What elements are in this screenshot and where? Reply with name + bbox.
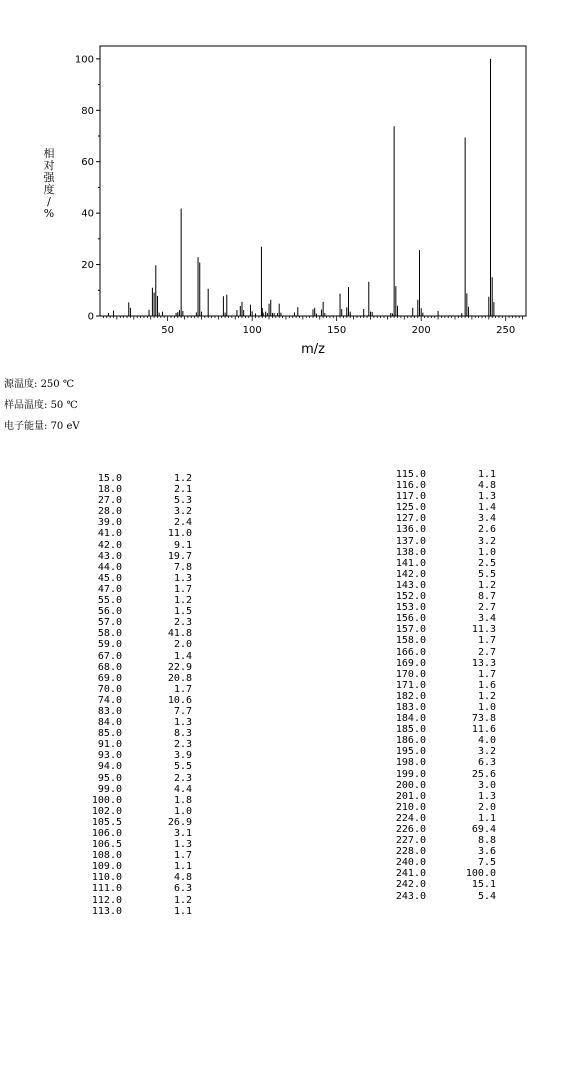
- mz-value: 240.0: [395, 857, 426, 869]
- mass-spectrum-chart: [0, 0, 570, 360]
- table-row: [70, 706, 192, 717]
- abundance-value: 4.0: [477, 735, 496, 747]
- abundance-value: 20.8: [167, 672, 192, 684]
- table-row: [70, 617, 192, 628]
- abundance-value: 2.5: [477, 557, 496, 569]
- mz-value: 226.0: [395, 824, 426, 835]
- mz-value: 28.0: [97, 506, 122, 518]
- y-axis-label-char: 对: [43, 159, 55, 172]
- abundance-value: 1.5: [173, 606, 192, 618]
- abundance-value: 1.4: [173, 650, 192, 662]
- source-temperature: [4, 374, 80, 395]
- table-row: [374, 580, 496, 591]
- abundance-value: 9.1: [173, 539, 192, 551]
- table-row: [374, 813, 496, 824]
- abundance-value: 4.8: [477, 480, 496, 492]
- y-axis-label-char: /: [47, 195, 51, 208]
- mz-value: 198.0: [395, 757, 426, 769]
- mz-value: 112.0: [91, 894, 122, 906]
- table-row: [70, 717, 192, 728]
- mz-value: 186.0: [395, 735, 426, 747]
- mz-value: 110.0: [91, 872, 122, 884]
- abundance-value: 1.4: [477, 502, 496, 514]
- table-row: [374, 846, 496, 857]
- mz-value: 108.0: [91, 850, 122, 862]
- table-row: [374, 558, 496, 569]
- table-row: [374, 635, 496, 646]
- table-row: [70, 817, 192, 828]
- mz-value: 27.0: [97, 495, 122, 507]
- table-row: [374, 591, 496, 602]
- abundance-value: 1.0: [477, 546, 496, 558]
- mz-value: 59.0: [97, 639, 122, 651]
- mz-value: 84.0: [97, 717, 122, 729]
- mz-value: 241.0: [395, 868, 426, 880]
- mz-value: 94.0: [97, 761, 122, 773]
- table-row: [374, 868, 496, 879]
- mz-value: 183.0: [395, 701, 426, 713]
- mz-value: 15.0: [97, 473, 122, 484]
- table-row: [374, 502, 496, 513]
- mz-value: 113.0: [91, 905, 122, 917]
- y-axis-label-char: 相: [43, 147, 55, 160]
- abundance-value: 1.0: [173, 805, 192, 817]
- abundance-value: 7.8: [173, 561, 192, 573]
- table-row: [70, 673, 192, 684]
- abundance-value: 69.4: [471, 824, 496, 835]
- abundance-value: 4.8: [173, 872, 192, 884]
- mz-value: 99.0: [97, 783, 122, 795]
- table-row: [70, 495, 192, 506]
- x-tick-label: 100: [242, 325, 262, 336]
- abundance-value: 3.1: [173, 828, 192, 839]
- mz-value: 85.0: [97, 728, 122, 740]
- abundance-value: 2.3: [173, 617, 192, 629]
- abundance-value: 3.2: [477, 535, 496, 547]
- x-tick-label: 200: [411, 325, 431, 336]
- mz-value: 153.0: [395, 602, 426, 614]
- table-row: [374, 480, 496, 491]
- abundance-value: 7.7: [173, 705, 192, 717]
- x-tick-label: 250: [496, 325, 516, 336]
- table-row: [70, 595, 192, 606]
- abundance-value: 6.3: [173, 883, 192, 895]
- peak-table-left: [70, 473, 192, 917]
- abundance-value: 3.0: [477, 779, 496, 791]
- mz-value: 169.0: [395, 657, 426, 669]
- abundance-value: 26.9: [167, 816, 192, 828]
- mz-value: 56.0: [97, 606, 122, 618]
- table-row: [374, 746, 496, 757]
- mz-value: 158.0: [395, 635, 426, 647]
- abundance-value: 3.4: [477, 513, 496, 525]
- abundance-value: 1.3: [173, 839, 192, 851]
- abundance-value: 19.7: [167, 550, 192, 562]
- table-row: [70, 739, 192, 750]
- y-axis-label-char: 度: [43, 183, 55, 196]
- mz-value: 228.0: [395, 846, 426, 858]
- mz-value: 166.0: [395, 646, 426, 658]
- table-row: [70, 573, 192, 584]
- abundance-value: 7.5: [477, 857, 496, 869]
- table-row: [70, 872, 192, 883]
- abundance-value: 1.7: [173, 683, 192, 695]
- x-axis-label: m/z: [301, 342, 325, 357]
- table-row: [374, 524, 496, 535]
- mz-value: 18.0: [97, 484, 122, 496]
- electron-energy: [4, 416, 80, 437]
- table-row: [70, 895, 192, 906]
- mz-value: 68.0: [97, 661, 122, 673]
- table-row: [70, 684, 192, 695]
- peak-table-right: [374, 469, 496, 902]
- acquisition-conditions: [4, 374, 80, 437]
- abundance-value: 11.3: [471, 624, 496, 636]
- table-row: [70, 861, 192, 872]
- table-row: [70, 773, 192, 784]
- mz-value: 143.0: [395, 579, 426, 591]
- mz-value: 171.0: [395, 679, 426, 691]
- abundance-value: 5.4: [477, 890, 496, 902]
- table-row: [374, 569, 496, 580]
- mz-value: 57.0: [97, 617, 122, 629]
- table-row: [374, 735, 496, 746]
- table-row: [374, 769, 496, 780]
- abundance-value: 13.3: [471, 657, 496, 669]
- mz-value: 70.0: [97, 683, 122, 695]
- mz-value: 152.0: [395, 591, 426, 603]
- mz-value: 44.0: [97, 561, 122, 573]
- sample-temperature-label: 样品温度:: [4, 400, 48, 411]
- table-row: [374, 658, 496, 669]
- abundance-value: 1.2: [173, 473, 192, 484]
- mz-value: 127.0: [395, 513, 426, 525]
- mz-value: 105.5: [91, 816, 122, 828]
- abundance-value: 2.3: [173, 739, 192, 751]
- y-tick-label: 100: [74, 54, 94, 66]
- table-row: [70, 606, 192, 617]
- table-row: [70, 750, 192, 761]
- table-row: [374, 669, 496, 680]
- table-row: [374, 879, 496, 890]
- x-tick-label: 150: [327, 325, 347, 336]
- abundance-value: 4.4: [173, 783, 192, 795]
- table-row: [70, 473, 192, 484]
- abundance-value: 1.7: [477, 635, 496, 647]
- mz-value: 156.0: [395, 613, 426, 625]
- table-row: [70, 850, 192, 861]
- mz-value: 109.0: [91, 861, 122, 873]
- table-row: [374, 835, 496, 846]
- abundance-value: 1.7: [173, 583, 192, 595]
- table-row: [70, 528, 192, 539]
- mz-value: 242.0: [395, 879, 426, 891]
- mz-value: 224.0: [395, 812, 426, 824]
- mz-value: 116.0: [395, 480, 426, 492]
- abundance-value: 1.1: [173, 905, 192, 917]
- table-row: [374, 613, 496, 624]
- mz-value: 125.0: [395, 502, 426, 514]
- abundance-value: 2.7: [477, 646, 496, 658]
- mz-value: 74.0: [97, 694, 122, 706]
- table-row: [374, 857, 496, 868]
- abundance-value: 6.3: [477, 757, 496, 769]
- table-row: [374, 802, 496, 813]
- table-row: [374, 602, 496, 613]
- mz-value: 106.5: [91, 839, 122, 851]
- y-tick-label: 20: [81, 260, 94, 272]
- mz-value: 83.0: [97, 705, 122, 717]
- mz-value: 67.0: [97, 650, 122, 662]
- mz-value: 111.0: [91, 883, 122, 895]
- source-temperature-value: 250 ℃: [40, 379, 75, 390]
- table-row: [70, 639, 192, 650]
- table-row: [374, 624, 496, 635]
- mz-value: 102.0: [91, 805, 122, 817]
- mz-value: 93.0: [97, 750, 122, 762]
- abundance-value: 1.2: [173, 595, 192, 607]
- table-row: [70, 806, 192, 817]
- table-row: [70, 584, 192, 595]
- abundance-value: 1.2: [173, 894, 192, 906]
- abundance-value: 1.3: [173, 572, 192, 584]
- abundance-value: 3.2: [477, 746, 496, 758]
- plot-frame: [100, 46, 526, 316]
- abundance-value: 1.3: [173, 717, 192, 729]
- mz-value: 45.0: [97, 572, 122, 584]
- abundance-value: 8.7: [477, 591, 496, 603]
- table-row: [70, 628, 192, 639]
- table-row: [374, 536, 496, 547]
- table-row: [70, 906, 192, 917]
- table-row: [70, 651, 192, 662]
- mz-value: 182.0: [395, 690, 426, 702]
- mz-value: 55.0: [97, 595, 122, 607]
- mz-value: 227.0: [395, 835, 426, 847]
- abundance-value: 11.0: [167, 528, 192, 540]
- abundance-value: 2.0: [477, 801, 496, 813]
- table-row: [70, 784, 192, 795]
- table-row: [374, 791, 496, 802]
- mz-value: 184.0: [395, 713, 426, 725]
- table-row: [374, 780, 496, 791]
- abundance-value: 22.9: [167, 661, 192, 673]
- table-row: [70, 795, 192, 806]
- abundance-value: 2.6: [477, 524, 496, 536]
- table-row: [70, 562, 192, 573]
- table-row: [374, 713, 496, 724]
- abundance-value: 5.5: [477, 568, 496, 580]
- abundance-value: 1.3: [477, 491, 496, 503]
- table-row: [70, 695, 192, 706]
- mz-value: 58.0: [97, 628, 122, 640]
- mz-value: 185.0: [395, 724, 426, 736]
- y-tick-label: 80: [81, 105, 94, 117]
- abundance-value: 1.6: [477, 679, 496, 691]
- x-tick-label: 50: [161, 325, 174, 336]
- table-row: [70, 761, 192, 772]
- mz-value: 243.0: [395, 890, 426, 902]
- mz-value: 39.0: [97, 517, 122, 529]
- abundance-value: 2.1: [173, 484, 192, 496]
- electron-energy-label: 电子能量:: [4, 421, 48, 432]
- table-row: [70, 551, 192, 562]
- electron-energy-value: 70 eV: [50, 421, 80, 432]
- table-row: [374, 724, 496, 735]
- abundance-value: 1.1: [173, 861, 192, 873]
- sample-temperature-value: 50 ℃: [50, 400, 78, 411]
- abundance-value: 5.5: [173, 761, 192, 773]
- abundance-value: 2.7: [477, 602, 496, 614]
- table-row: [374, 702, 496, 713]
- abundance-value: 1.1: [477, 469, 496, 480]
- source-temperature-label: 源温度:: [4, 379, 38, 390]
- y-axis-label-char: %: [43, 207, 55, 220]
- y-axis-label: [44, 146, 56, 220]
- abundance-value: 10.6: [167, 694, 192, 706]
- table-row: [70, 540, 192, 551]
- mz-value: 195.0: [395, 746, 426, 758]
- table-row: [374, 824, 496, 835]
- abundance-value: 1.8: [173, 794, 192, 806]
- abundance-value: 3.4: [477, 613, 496, 625]
- sample-temperature: [4, 395, 80, 416]
- mz-value: 170.0: [395, 668, 426, 680]
- y-tick-label: 0: [87, 311, 94, 323]
- abundance-value: 1.0: [477, 701, 496, 713]
- mz-value: 157.0: [395, 624, 426, 636]
- table-row: [374, 680, 496, 691]
- mz-value: 91.0: [97, 739, 122, 751]
- abundance-value: 1.7: [173, 850, 192, 862]
- mz-value: 136.0: [395, 524, 426, 536]
- mz-value: 141.0: [395, 557, 426, 569]
- mz-value: 117.0: [395, 491, 426, 503]
- abundance-value: 1.7: [477, 668, 496, 680]
- mz-value: 41.0: [97, 528, 122, 540]
- abundance-value: 1.2: [477, 690, 496, 702]
- mz-value: 95.0: [97, 772, 122, 784]
- abundance-value: 8.3: [173, 728, 192, 740]
- abundance-value: 1.1: [477, 812, 496, 824]
- mz-value: 201.0: [395, 790, 426, 802]
- table-row: [374, 891, 496, 902]
- table-row: [374, 491, 496, 502]
- mz-value: 100.0: [91, 794, 122, 806]
- abundance-value: 3.2: [173, 506, 192, 518]
- abundance-value: 1.2: [477, 579, 496, 591]
- mz-value: 142.0: [395, 568, 426, 580]
- table-row: [70, 728, 192, 739]
- table-row: [70, 517, 192, 528]
- mz-value: 138.0: [395, 546, 426, 558]
- abundance-value: 1.3: [477, 790, 496, 802]
- abundance-value: 8.8: [477, 835, 496, 847]
- abundance-value: 100.0: [465, 868, 496, 880]
- table-row: [70, 828, 192, 839]
- table-row: [374, 691, 496, 702]
- table-row: [70, 883, 192, 894]
- abundance-value: 11.6: [471, 724, 496, 736]
- abundance-value: 3.9: [173, 750, 192, 762]
- table-row: [374, 757, 496, 768]
- mz-value: 210.0: [395, 801, 426, 813]
- table-row: [70, 506, 192, 517]
- y-tick-label: 60: [81, 157, 94, 169]
- table-row: [374, 547, 496, 558]
- abundance-value: 41.8: [167, 628, 192, 640]
- chart-axes: [75, 46, 526, 336]
- abundance-value: 2.4: [173, 517, 192, 529]
- mz-value: 200.0: [395, 779, 426, 791]
- mz-value: 199.0: [395, 768, 426, 780]
- abundance-value: 2.3: [173, 772, 192, 784]
- table-row: [70, 839, 192, 850]
- mz-value: 43.0: [97, 550, 122, 562]
- chart-peaks: [108, 59, 493, 316]
- table-row: [374, 647, 496, 658]
- mz-value: 137.0: [395, 535, 426, 547]
- mz-value: 69.0: [97, 672, 122, 684]
- mz-value: 106.0: [91, 828, 122, 839]
- table-row: [374, 513, 496, 524]
- y-tick-label: 40: [81, 208, 94, 220]
- mz-value: 47.0: [97, 583, 122, 595]
- abundance-value: 25.6: [471, 768, 496, 780]
- abundance-value: 2.0: [173, 639, 192, 651]
- table-row: [70, 484, 192, 495]
- abundance-value: 5.3: [173, 495, 192, 507]
- abundance-value: 3.6: [477, 846, 496, 858]
- y-axis-label-char: 强: [43, 171, 55, 184]
- table-row: [70, 662, 192, 673]
- mz-value: 115.0: [395, 469, 426, 480]
- table-row: [374, 469, 496, 480]
- mz-value: 42.0: [97, 539, 122, 551]
- abundance-value: 15.1: [471, 879, 496, 891]
- abundance-value: 73.8: [471, 713, 496, 725]
